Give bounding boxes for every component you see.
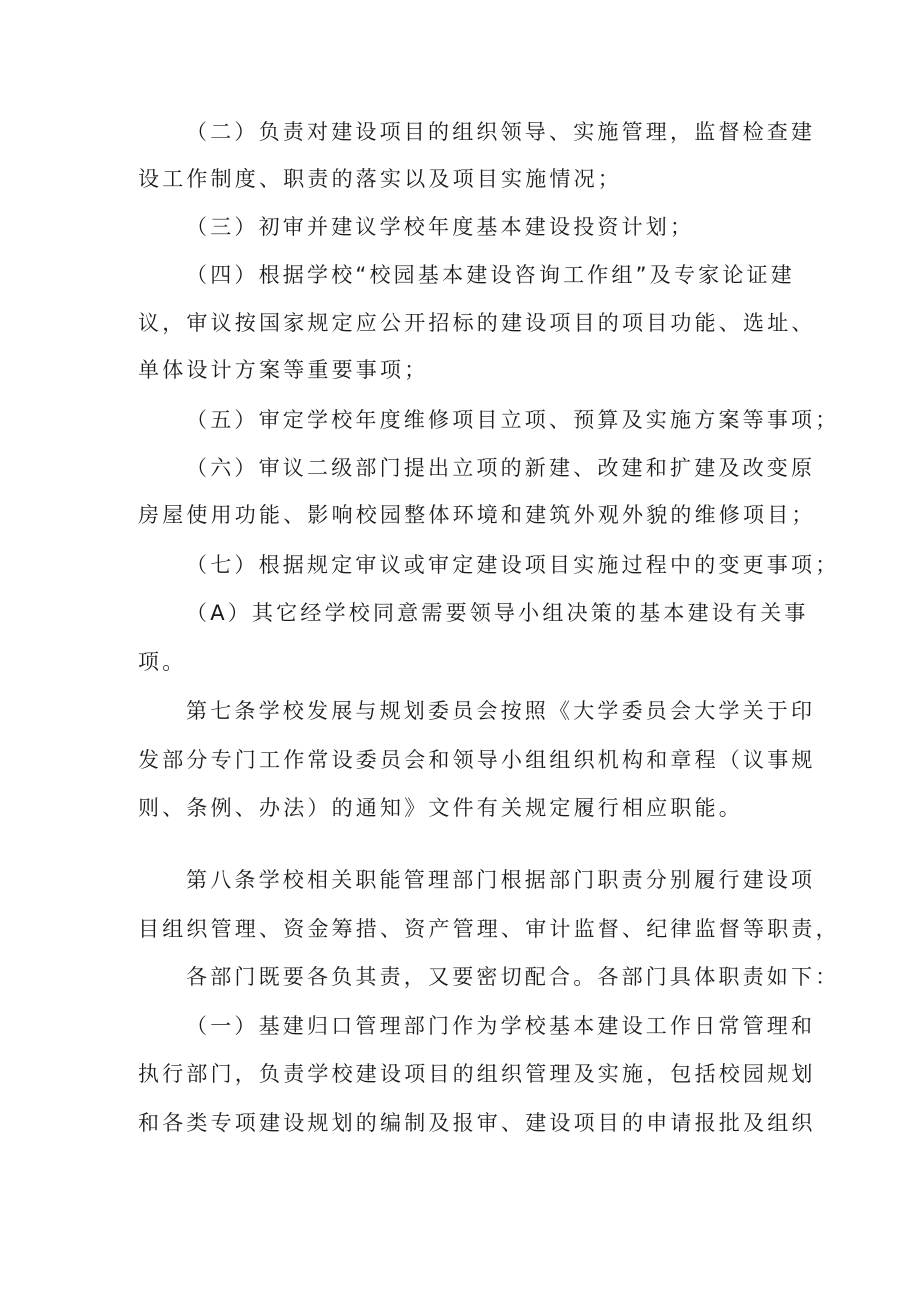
article-8-line-3: 各部门既要各负其责，又要密切配合。各部门具体职责如下：	[186, 965, 840, 989]
article-8-line-2: 目组织管理、资金筹措、资产管理、审计监督、纪律监督等职责，	[138, 917, 840, 941]
paragraph-2-line-1: （二）负责对建设项目的组织领导、实施管理，监督检查建	[186, 120, 816, 144]
article-7-line-3: 则、条例、办法）的通知》文件有关规定履行相应职能。	[138, 796, 743, 820]
paragraph-3-line-1: （三）初审并建议学校年度基本建设投资计划；	[186, 215, 695, 239]
paragraph-6-line-1: （六）审议二级部门提出立项的新建、改建和扩建及改变原	[186, 456, 816, 480]
paragraph-2-line-2: 设工作制度、职责的落实以及项目实施情况；	[138, 167, 622, 191]
paragraph-4-line-1: （四）根据学校“校园基本建设咨询工作组”及专家论证建	[186, 263, 795, 287]
article-8-line-1: 第八条学校相关职能管理部门根据部门职责分别履行建设项	[186, 868, 816, 892]
paragraph-7-line-1: （七）根据规定审议或审定建设项目实施过程中的变更事项；	[186, 553, 840, 577]
paragraph-4-line-2: 议，审议按国家规定应公开招标的建设项目的项目功能、选址、	[138, 311, 816, 335]
paragraph-5-line-1: （五）审定学校年度维修项目立项、预算及实施方案等事项；	[186, 408, 840, 432]
article-7-line-2: 发部分专门工作常设委员会和领导小组组织机构和章程（议事规	[138, 748, 816, 772]
paragraph-8-line-1: （A）其它经学校同意需要领导小组决策的基本建设有关事	[186, 601, 809, 625]
paragraph-6-line-2: 房屋使用功能、影响校园整体环境和建筑外观外貌的维修项目；	[138, 503, 816, 527]
paragraph-4-line-3: 单体设计方案等重要事项；	[138, 358, 429, 382]
paragraph-8-line-2: 项。	[138, 650, 187, 674]
duty-1-line-3: 和各类专项建设规划的编制及报审、建设项目的申请报批及组织	[138, 1111, 816, 1135]
duty-1-line-2: 执行部门，负责学校建设项目的组织管理及实施，包括校园规划	[138, 1062, 816, 1086]
duty-1-line-1: （一）基建归口管理部门作为学校基本建设工作日常管理和	[186, 1014, 816, 1038]
article-7-line-1: 第七条学校发展与规划委员会按照《大学委员会大学关于印	[186, 699, 816, 723]
